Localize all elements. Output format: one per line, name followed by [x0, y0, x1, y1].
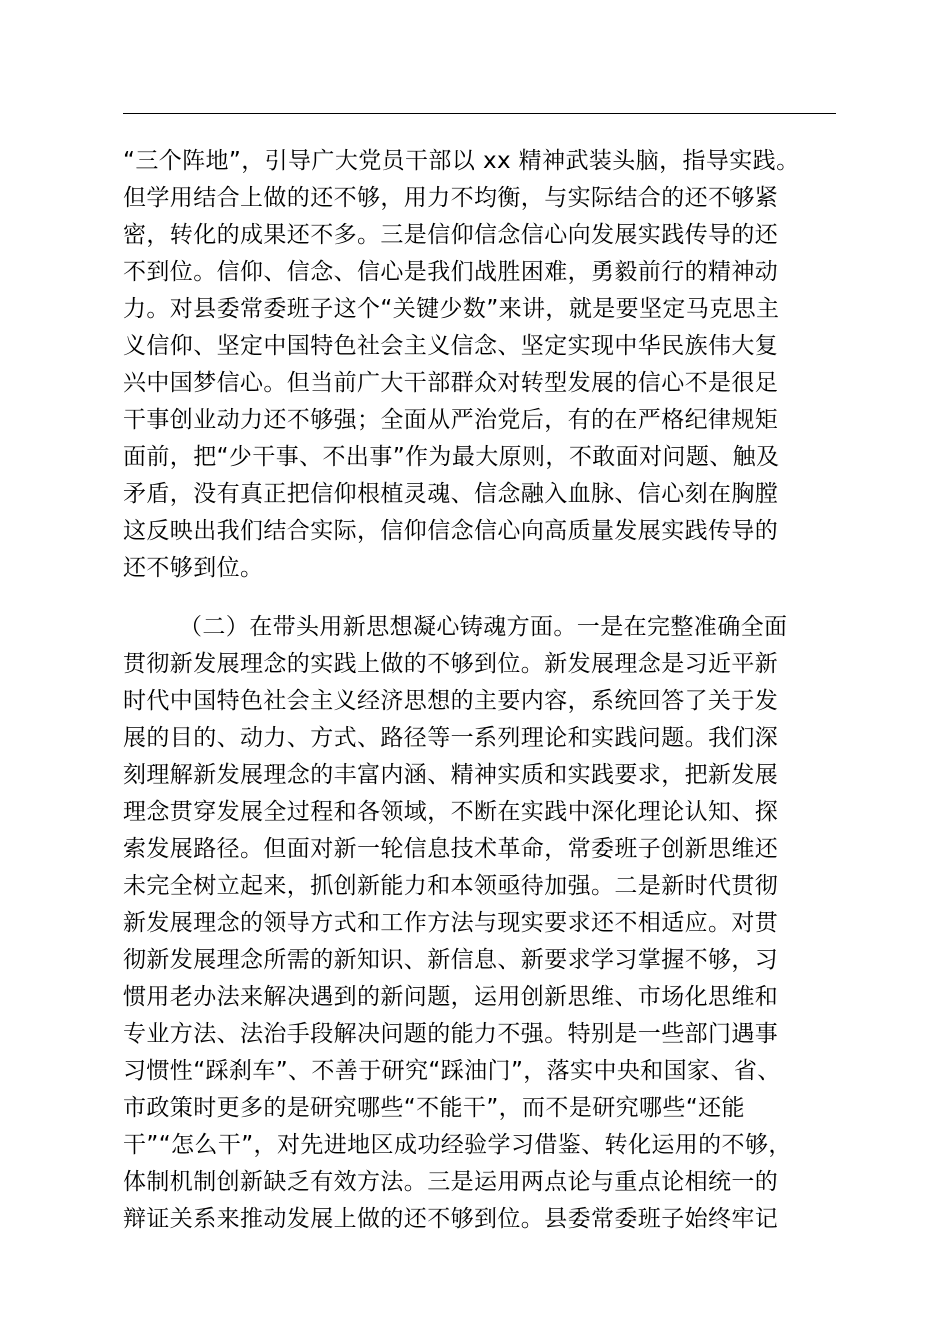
text-line-first-indented: （二）在带头用新思想凝心铸魂方面。一是在完整准确全面 [179, 614, 788, 640]
text-line: 市政策时更多的是研究哪些“不能干”，而不是研究哪些“还能 [123, 1095, 745, 1121]
text-line: 展的目的、动力、方式、路径等一系列理论和实践问题。我们深 [123, 725, 779, 751]
text-line: 辩证关系来推动发展上做的还不够到位。县委常委班子始终牢记 [123, 1206, 779, 1232]
text-line: 刻理解新发展理念的丰富内涵、精神实质和实践要求，把新发展 [123, 762, 779, 788]
paragraph-spacer [123, 590, 836, 612]
text-line: 但学用结合上做的还不够，用力不均衡，与实际结合的还不够紧 [123, 185, 779, 211]
text-line: “三个阵地”，引导广大党员干部以 xx 精神武装头脑，指导实践。 [123, 148, 800, 174]
text-line: 习惯性“踩刹车”、不善于研究“踩油门”，落实中央和国家、省、 [123, 1058, 781, 1084]
text-line: 专业方法、法治手段解决问题的能力不强。特别是一些部门遇事 [123, 1021, 779, 1047]
text-line: 理念贯穿发展全过程和各领域，不断在实践中深化理论认知、探 [123, 799, 779, 825]
text-line: 贯彻新发展理念的实践上做的不够到位。新发展理念是习近平新 [123, 651, 779, 677]
text-line: 不到位。信仰、信念、信心是我们战胜困难，勇毅前行的精神动 [123, 259, 779, 285]
text-line: 时代中国特色社会主义经济思想的主要内容，系统回答了关于发 [123, 688, 779, 714]
header-rule [123, 113, 836, 114]
text-line: 惯用老办法来解决遇到的新问题，运用创新思维、市场化思维和 [123, 984, 779, 1010]
text-line: 索发展路径。但面对新一轮信息技术革命，常委班子创新思维还 [123, 836, 779, 862]
text-line: 体制机制创新缺乏有效方法。三是运用两点论与重点论相统一的 [123, 1169, 779, 1195]
text-line: 未完全树立起来，抓创新能力和本领亟待加强。二是新时代贯彻 [123, 873, 779, 899]
text-line: 这反映出我们结合实际，信仰信念信心向高质量发展实践传导的 [123, 518, 779, 544]
text-line: 义信仰、坚定中国特色社会主义信念、坚定实现中华民族伟大复 [123, 333, 779, 359]
text-line: 还不够到位。 [123, 555, 264, 581]
paragraph-2 [123, 612, 836, 1241]
text-line: 干事创业动力还不够强；全面从严治党后，有的在严格纪律规矩 [123, 407, 779, 433]
text-line: 兴中国梦信心。但当前广大干部群众对转型发展的信心不是很足 [123, 370, 779, 396]
text-line: 干”“怎么干”，对先进地区成功经验学习借鉴、转化运用的不够， [123, 1132, 792, 1158]
paragraph-1 [123, 146, 836, 590]
document-body [123, 146, 836, 1241]
text-line: 密，转化的成果还不多。三是信仰信念信心向发展实践传导的还 [123, 222, 779, 248]
text-line: 矛盾，没有真正把信仰根植灵魂、信念融入血脉、信心刻在胸膛 [123, 481, 779, 507]
text-line: 彻新发展理念所需的新知识、新信息、新要求学习掌握不够，习 [123, 947, 779, 973]
text-line: 力。对县委常委班子这个“关键少数”来讲，就是要坚定马克思主 [123, 296, 780, 322]
text-line: 面前，把“少干事、不出事”作为最大原则，不敢面对问题、触及 [123, 444, 780, 470]
text-line: 新发展理念的领导方式和工作方法与现实要求还不相适应。对贯 [123, 910, 779, 936]
